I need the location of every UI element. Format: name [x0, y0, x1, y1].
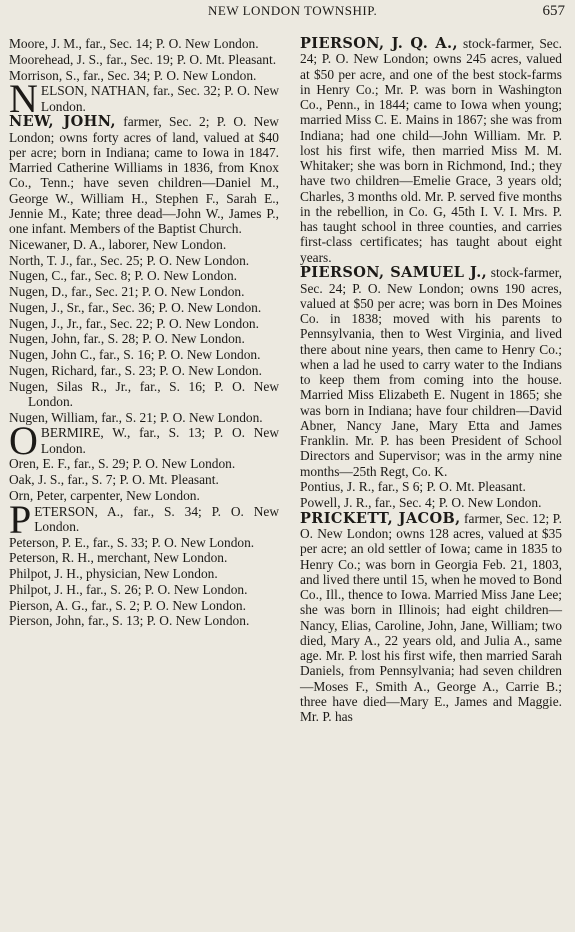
entry-name: Powell, J. R., — [300, 495, 372, 510]
entry-text: far., S. 7; P. O. Mt. Pleasant. — [67, 472, 219, 487]
entry-name: Nugen, Silas R., Jr., — [9, 378, 132, 394]
entry-name: Nugen, John, — [9, 331, 81, 347]
entry-name: Philpot, J. H., — [9, 566, 83, 581]
drop-cap: P — [9, 496, 32, 542]
entry-name: BERMIRE, W., — [40, 425, 131, 441]
entry-name: Nugen, William, — [9, 409, 98, 425]
entry-text: farmer, Sec. 12; P. O. New London; owns 128 acres, valued at $35 per acre; an old settler of Iowa; came in 1835 to Henry Co.; was born in Georgia Feb. 21, 1803, and lived there until 15, when he moved to Bond Co., Ill., thence to Iowa. Married Miss Jane Lee; she was born in Illinois; had eight children—Nancy, Elias, Caroline, John, Jane, William; two died, Mary A., 22 years old, and Julia A., same age. Mr. P. lost his first wife, then married Sarah Daniels, from Pennsylvania; had seven children—Moses F., Smith A., George A., Carrie B.; three have died—Mary E., James and Maggie. Mr. P. has — [300, 510, 562, 724]
directory-entry — [9, 363, 279, 378]
entry-name-bold: PIERSON, SAMUEL J., — [300, 264, 488, 282]
directory-entry — [9, 379, 279, 410]
entry-name: Peterson, P. E., — [9, 534, 90, 550]
directory-entry — [9, 488, 279, 503]
directory-entry — [9, 114, 279, 236]
directory-entry — [9, 347, 279, 362]
directory-entry — [300, 495, 562, 510]
entry-name: Moorehead, J. S., — [9, 51, 103, 67]
directory-entry — [9, 284, 279, 299]
entry-name: Nicewaner, D. A., — [9, 236, 106, 252]
entry-name: Orn, Peter, — [9, 487, 67, 503]
entry-text: far., S 6; P. O. Mt. Pleasant. — [377, 479, 526, 495]
directory-entry — [9, 472, 279, 487]
entry-text: far., Sec. 36; P. O. New London. — [87, 299, 262, 315]
entry-text: laborer, New London. — [108, 236, 227, 252]
directory-entry — [9, 535, 279, 550]
entry-text: farmer, Sec. 2; P. O. New London; owns forty acres of land, valued at $40 per acre; born in Indiana; came to Iowa in 1847. Married Catherine Williams in 1836, from Knox Co., Tenn.; have seven children—Daniel M., George W., William H., Stephen F., Sarah E., Jennie M., Kate; three dead—John W., James P., one infant. Members of the Baptist Church. — [9, 114, 279, 236]
entry-name: Morrison, S., — [9, 67, 80, 83]
entry-text: far., S. 13; P. O. New London. — [40, 425, 279, 456]
entry-text: far., Sec. 25; P. O. New London. — [75, 252, 250, 268]
directory-entry — [9, 598, 279, 613]
directory-entry — [9, 52, 279, 67]
entry-name: Moore, J. M., — [9, 36, 82, 51]
entry-name: Nugen, C., — [9, 268, 68, 284]
entry-text: far., S. 26; P. O. New London. — [86, 581, 248, 597]
entry-name: Nugen, D., — [9, 284, 68, 299]
drop-cap: N — [9, 76, 38, 122]
entry-name: ETERSON, A., — [34, 503, 124, 519]
directory-entry — [9, 316, 279, 331]
entry-text: far., Sec. 14; P. O. New London. — [85, 36, 259, 51]
entry-name: ELSON, NATHAN, — [40, 83, 150, 99]
drop-cap: O — [9, 418, 38, 464]
entry-text: far., S. 34; P. O. New London. — [34, 503, 279, 534]
entry-name: Pierson, A. G., — [9, 597, 88, 613]
right-column — [300, 36, 562, 725]
entry-name: Peterson, R. H., — [9, 550, 94, 566]
entry-text: far., S. 21; P. O. New London. — [101, 409, 263, 425]
entry-text: far., S. 23; P. O. New London. — [100, 362, 262, 378]
entry-name: Oren, E. F., — [9, 456, 71, 472]
entry-text: merchant, New London. — [97, 550, 228, 566]
entry-text: far., Sec. 34; P. O. New London. — [83, 67, 257, 83]
entry-text: stock-farmer, Sec. 24; P. O. New London; owns 190 acres, valued at $50 per acre; was born in Des Moines Co. in 1838; moved with his parents to Pennsylvania, then to West Virginia, and lived there about nine years, then came to Henry Co.; when a lad he used to carry water to the Indians to keep them from coming into the house. Married Miss Elizabeth E. Nugent in 1865; she was born in Indiana; have four children—David Abner, Nancy Jane, Mary Etta and James Franklin. Mr. P. has been President of School Directors and Supervisor; was in the army nine months—25th Regt, Co. K. — [300, 265, 562, 479]
entry-name-bold: PIERSON, J. Q. A., — [300, 35, 458, 52]
directory-entry — [9, 613, 279, 628]
entry-text: far., S. 16; P. O. New London. — [28, 378, 279, 409]
entry-name: Nugen, Richard, — [9, 362, 98, 378]
entry-text: far., Sec. 19; P. O. Mt. Pleasant. — [106, 51, 277, 67]
running-title: NEW LONDON TOWNSHIP. — [208, 3, 378, 18]
entry-text: far., Sec. 32; P. O. New London. — [40, 83, 279, 114]
entry-text: far., Sec. 22; P. O. New London. — [85, 315, 259, 331]
directory-entry — [300, 479, 562, 494]
entry-text: far., S. 33; P. O. New London. — [92, 534, 255, 550]
entry-text: far., Sec. 21; P. O. New London. — [71, 284, 245, 299]
entry-name-bold: NEW, JOHN, — [9, 113, 116, 131]
directory-entry — [9, 68, 279, 83]
entry-text: far., S. 2; P. O. New London. — [91, 597, 246, 613]
directory-entry — [9, 331, 279, 346]
entry-text: far., S. 28; P. O. New London. — [83, 331, 245, 347]
entry-name: Pontius, J. R., — [300, 479, 375, 495]
directory-entry — [9, 566, 279, 581]
entry-text: far., S. 13; P. O. New London. — [87, 613, 250, 629]
entry-name: Nugen, J., Jr., — [9, 315, 83, 331]
entry-name: Oak, J. S., — [9, 472, 65, 487]
entry-name: North, T. J., — [9, 252, 73, 268]
entry-name: Pierson, John, — [9, 613, 85, 629]
directory-entry — [9, 268, 279, 283]
entry-text: carpenter, New London. — [70, 487, 200, 503]
directory-entry — [9, 550, 279, 565]
running-head — [0, 3, 575, 21]
entry-text: far., Sec. 4; P. O. New London. — [374, 495, 542, 510]
directory-entry — [9, 36, 279, 51]
page-number: 657 — [542, 3, 565, 19]
directory-entry — [300, 36, 562, 265]
entry-name: Nugen, John C., — [9, 347, 96, 362]
directory-entry — [300, 265, 562, 479]
entry-text: far., S. 29; P. O. New London. — [73, 456, 236, 472]
directory-entry — [300, 511, 562, 725]
directory-entry — [9, 456, 279, 471]
entry-name: Nugen, J., Sr., — [9, 299, 85, 315]
directory-entry — [9, 300, 279, 315]
directory-entry — [9, 237, 279, 252]
left-column — [9, 36, 279, 629]
entry-text: far., S. 16; P. O. New London. — [99, 347, 261, 362]
directory-entry — [9, 253, 279, 268]
entry-text: stock-farmer, Sec. 24; P. O. New London; owns 245 acres, valued at $50 per acre, and one of the best stock-farms in Henry Co.; Mr. P. was born in Washington Co., Penn., in 1844; came to Iowa when young; married Miss C. E. Mains in 1867; she was from Indiana; had one child—John William. Mr. P. lost his first wife, then married Miss M. M. Whitaker; she was born in Richmond, Ind.; they have two children—Emelie Grace, 3 years old; Charles, 3 months old. Mr. P. served five months in the rebellion, in Co. G, 45th I. V. I. Mrs. P. has taught school in three counties, and carries first-class certificates; has taught about eight years. — [300, 36, 562, 265]
entry-text: far., Sec. 8; P. O. New London. — [70, 268, 238, 284]
directory-entry — [9, 410, 279, 425]
entry-text: physician, New London. — [86, 566, 218, 581]
entry-name-bold: PRICKETT, JACOB, — [300, 509, 461, 527]
entry-name: Philpot, J. H., — [9, 581, 83, 597]
directory-entry — [9, 582, 279, 597]
